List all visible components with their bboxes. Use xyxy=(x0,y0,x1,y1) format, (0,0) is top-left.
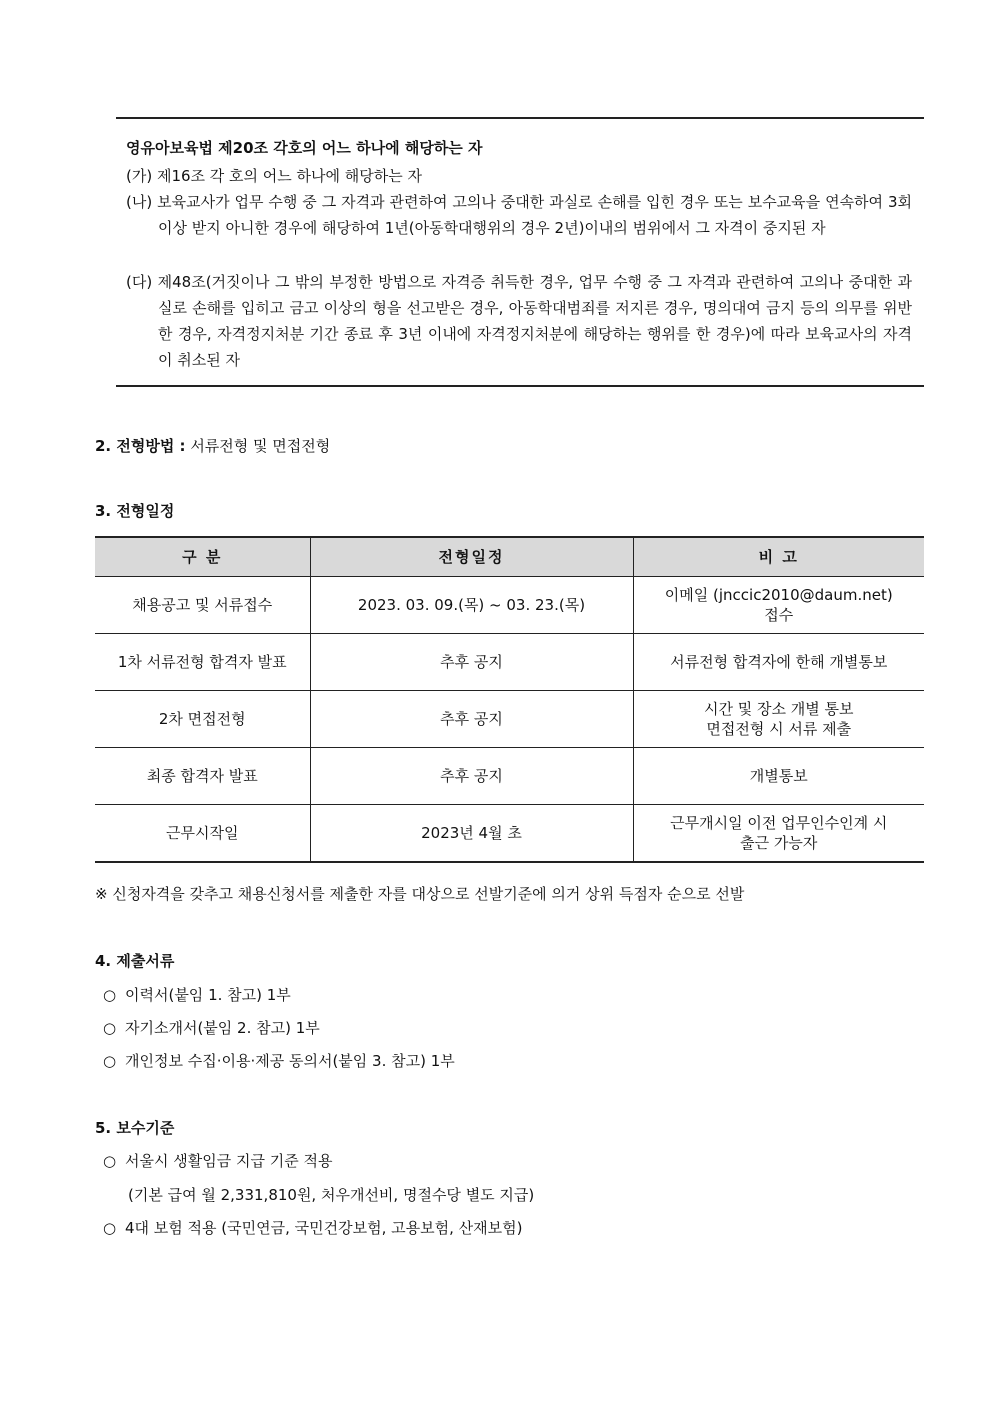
table-row xyxy=(95,748,924,805)
cell-note-line: 시간 및 장소 개별 통보 xyxy=(704,700,854,718)
pay-item-text: 서울시 생활임금 지급 기준 적용 xyxy=(125,1152,333,1170)
cell-note xyxy=(633,634,924,691)
schedule-table xyxy=(95,536,924,863)
circle-bullet-icon: ○ xyxy=(103,1052,117,1070)
cell-note-line: 근무개시일 이전 업무인수인계 시 xyxy=(670,814,888,832)
cell-schedule: 2023년 4월 초 xyxy=(310,805,633,863)
header-category: 구 분 xyxy=(95,537,310,577)
cell-category: 2차 면접전형 xyxy=(95,691,310,748)
cell-schedule: 추후 공지 xyxy=(310,634,633,691)
document-item-text: 개인정보 수집·이용·제공 동의서(붙임 3. 참고) 1부 xyxy=(125,1052,455,1070)
cell-note xyxy=(633,805,924,863)
pay-list-item xyxy=(103,1217,522,1238)
qualification-item-ga: (가) 제16조 각 호의 어느 하나에 해당하는 자 xyxy=(126,167,423,185)
table-row xyxy=(95,577,924,634)
table-header-row xyxy=(95,537,924,577)
cell-category: 최종 합격자 발표 xyxy=(95,748,310,805)
section-2-heading: 2. 전형방법 : xyxy=(95,437,186,455)
cell-schedule: 2023. 03. 09.(목) ~ 03. 23.(목) xyxy=(310,577,633,634)
cell-note-line: 접수 xyxy=(764,606,794,624)
table-row xyxy=(95,691,924,748)
cell-category: 1차 서류전형 합격자 발표 xyxy=(95,634,310,691)
section-5-heading-text: 5. 보수기준 xyxy=(95,1119,175,1137)
cell-category: 근무시작일 xyxy=(95,805,310,863)
section-4-heading-text: 4. 제출서류 xyxy=(95,952,175,970)
pay-item-detail: (기본 급여 월 2,331,810원, 처우개선비, 명절수당 별도 지급) xyxy=(128,1186,535,1204)
table-row xyxy=(95,805,924,863)
qualification-title: 영유아보육법 제20조 각호의 어느 하나에 해당하는 자 xyxy=(126,139,483,157)
circle-bullet-icon: ○ xyxy=(103,986,117,1004)
cell-note xyxy=(633,577,924,634)
cell-schedule: 추후 공지 xyxy=(310,748,633,805)
circle-bullet-icon: ○ xyxy=(103,1019,117,1037)
pay-item-text: 4대 보험 적용 (국민연금, 국민건강보험, 고용보험, 산재보험) xyxy=(125,1219,523,1237)
section-4-heading xyxy=(95,950,174,971)
section-2 xyxy=(95,435,330,456)
document-list-item xyxy=(103,1017,320,1038)
cell-note-line: 개별통보 xyxy=(749,767,808,785)
cell-schedule: 추후 공지 xyxy=(310,691,633,748)
header-note: 비 고 xyxy=(633,537,924,577)
document-list-item xyxy=(103,1050,455,1071)
cell-note-line: 면접전형 시 서류 제출 xyxy=(706,720,852,738)
circle-bullet-icon: ○ xyxy=(103,1152,117,1170)
cell-note-line: 이메일 (jnccic2010@daum.net) xyxy=(664,586,893,604)
qualification-item-da: (다) 제48조(거짓이나 그 밖의 부정한 방법으로 자격증 취득한 경우, 업무 수행 중 그 자격과 관련하여 고의나 중대한 과실로 손해를 입히고 금고 이상의 형을 선고받은 경우, 아동학대범죄를 저지른 경우, 명의대여 금지 등의 의무를 위반한 경우, 자격정지처분 기간 종료 후 3년 이내에 자격정지처분에 해당하는 행위를 한 경우)에 따라 보육교사의 자격이 취소된 자 xyxy=(126,273,912,369)
cell-category: 채용공고 및 서류접수 xyxy=(95,577,310,634)
table-row xyxy=(95,634,924,691)
cell-note-line: 서류전형 합격자에 한해 개별통보 xyxy=(670,653,888,671)
document-list-item xyxy=(103,984,291,1005)
pay-list-item xyxy=(103,1150,332,1171)
header-schedule: 전형일정 xyxy=(310,537,633,577)
cell-note xyxy=(633,691,924,748)
circle-bullet-icon: ○ xyxy=(103,1219,117,1237)
cell-note xyxy=(633,748,924,805)
document-item-text: 자기소개서(붙임 2. 참고) 1부 xyxy=(125,1019,320,1037)
qualification-box xyxy=(116,117,924,387)
qualification-item-na: (나) 보육교사가 업무 수행 중 그 자격과 관련하여 고의나 중대한 과실로 손해를 입힌 경우 또는 보수교육을 연속하여 3회 이상 받지 아니한 경우에 해당하여 1년(아동학대행위의 경우 2년)이내의 범위에서 그 자격이 중지된 자 xyxy=(126,193,912,237)
section-2-text: 서류전형 및 면접전형 xyxy=(185,437,331,455)
selection-note: ※ 신청자격을 갖추고 채용신청서를 제출한 자를 대상으로 선발기준에 의거 상위 득점자 순으로 선발 xyxy=(95,885,745,903)
document-item-text: 이력서(붙임 1. 참고) 1부 xyxy=(125,986,291,1004)
cell-note-line: 출근 가능자 xyxy=(740,834,818,852)
section-3-heading-text: 3. 전형일정 xyxy=(95,502,175,520)
section-3-heading xyxy=(95,500,174,521)
section-5-heading xyxy=(95,1117,174,1138)
